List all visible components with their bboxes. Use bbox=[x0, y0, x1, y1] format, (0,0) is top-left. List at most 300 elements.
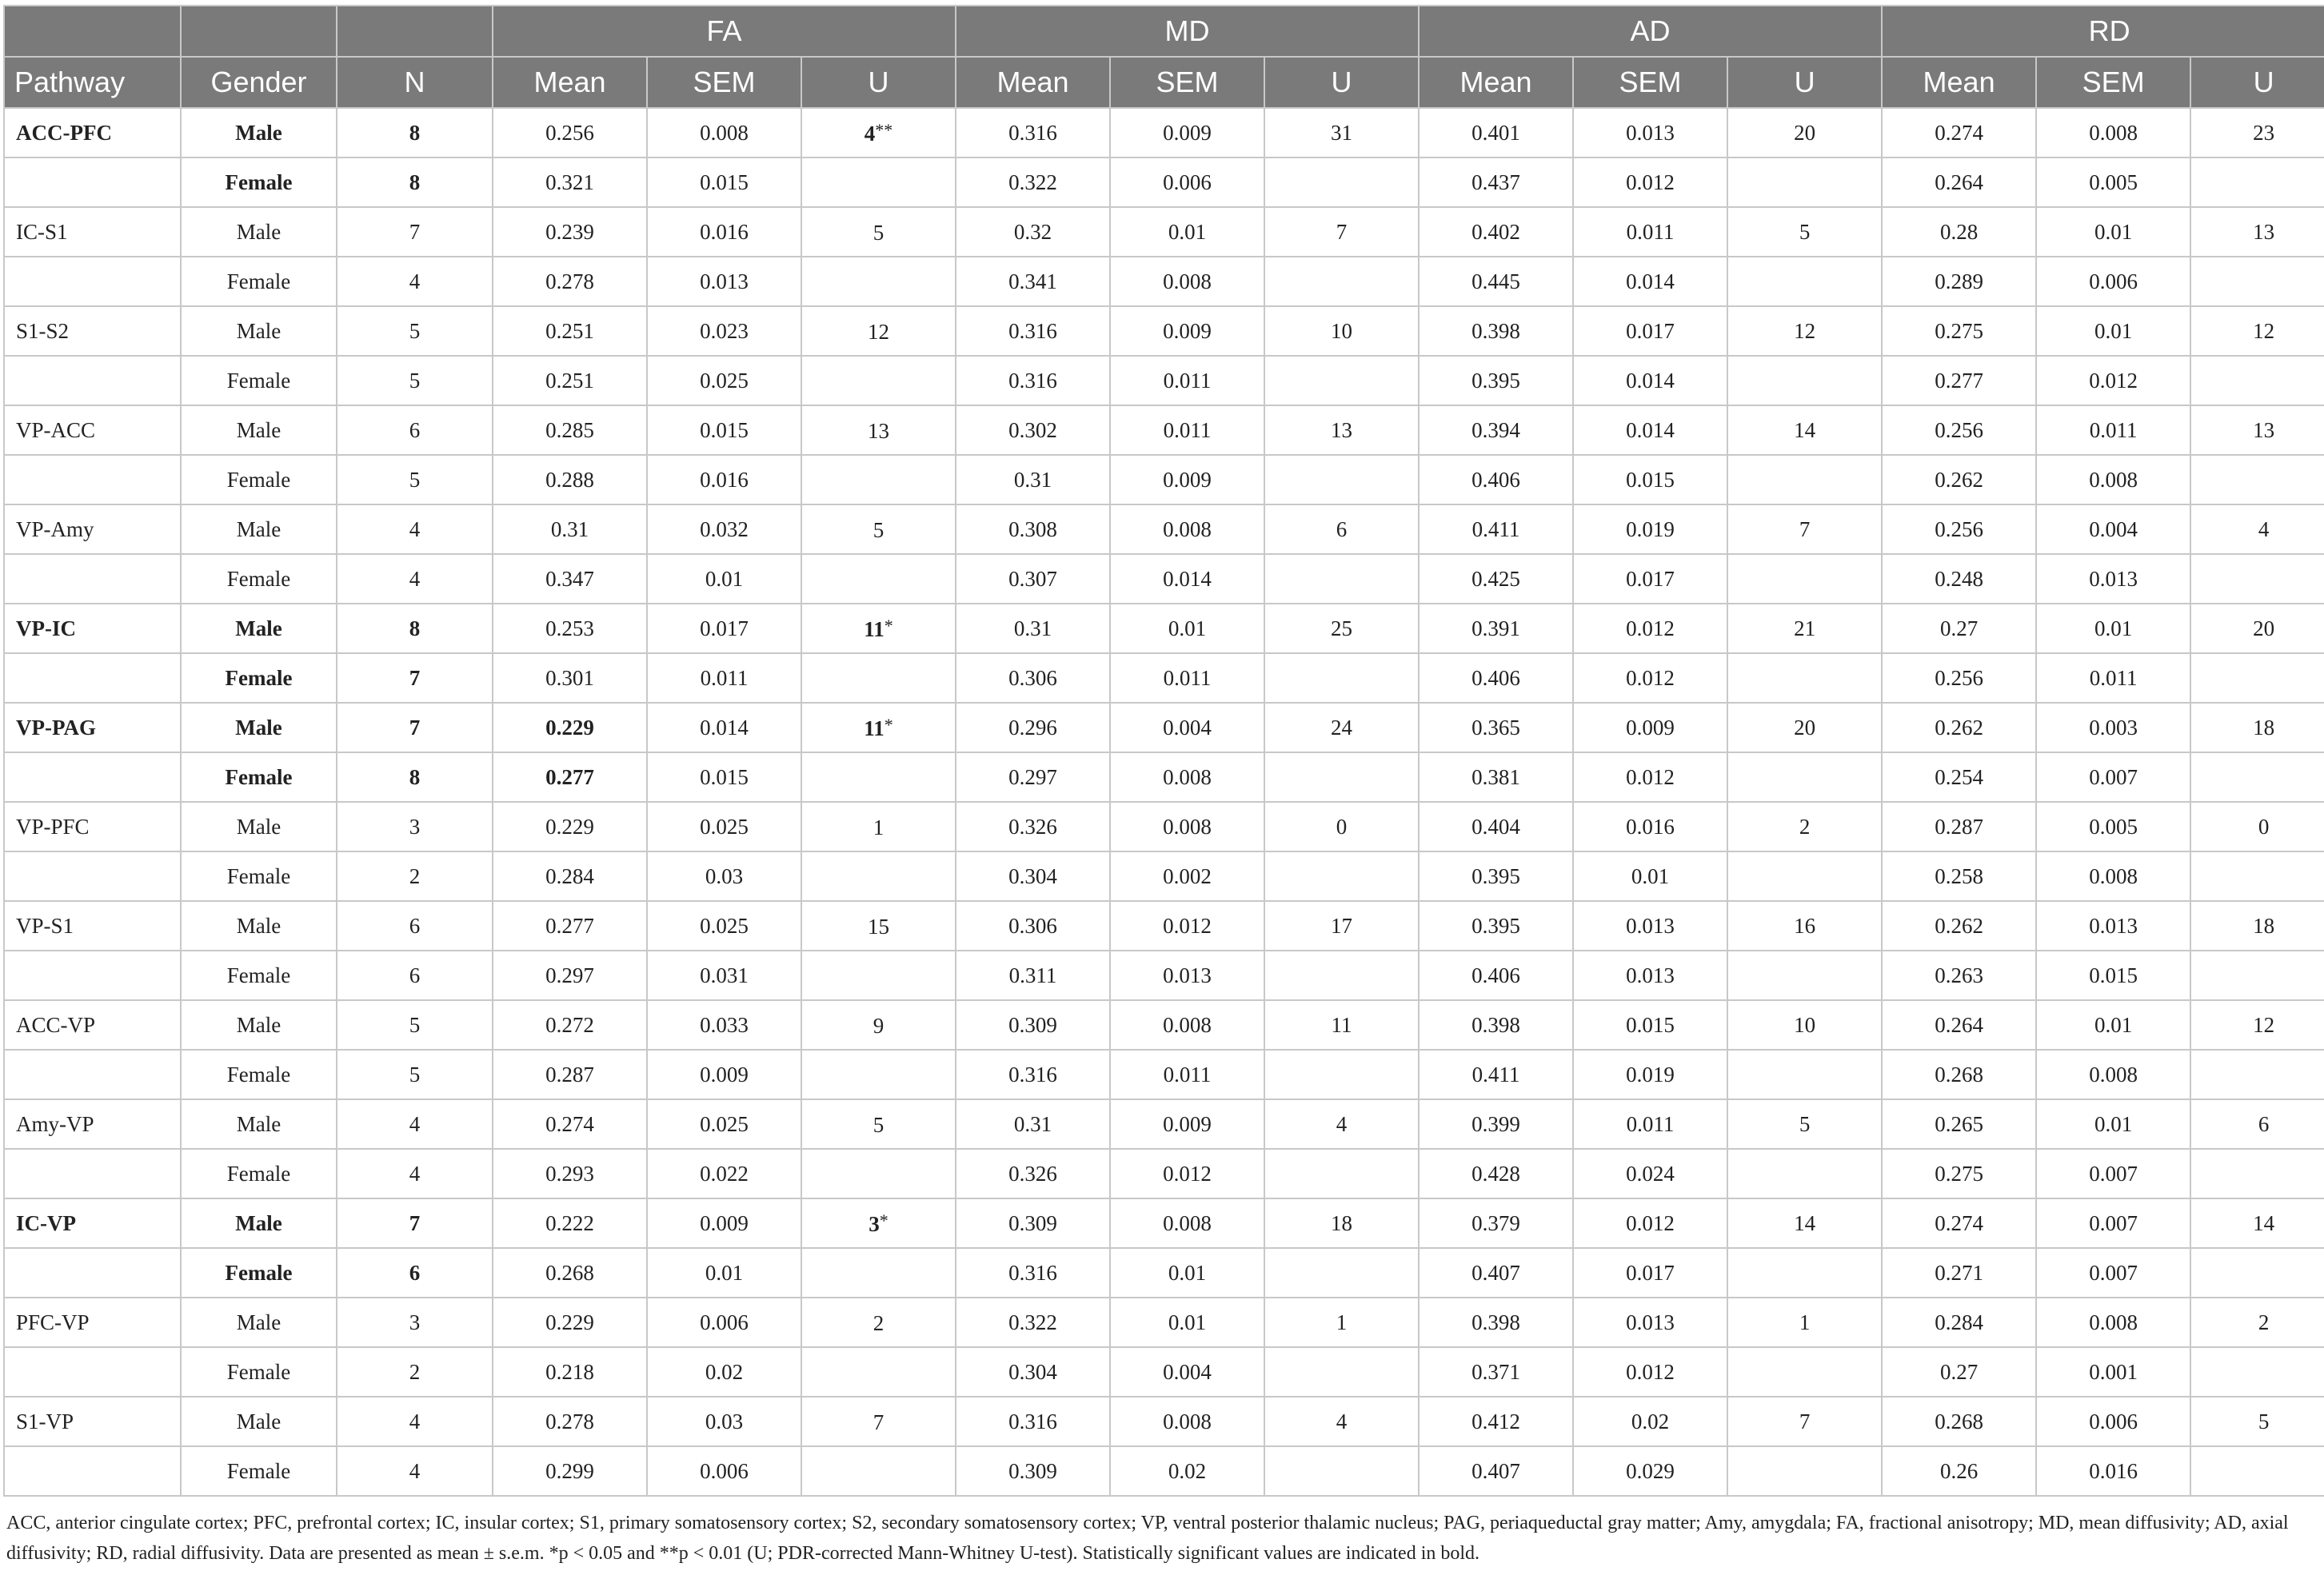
cell-fa-mean: 0.251 bbox=[493, 306, 647, 356]
cell-gender: Male bbox=[181, 901, 337, 951]
cell-fa-mean: 0.277 bbox=[493, 752, 647, 802]
cell-rd-mean: 0.265 bbox=[1882, 1099, 2036, 1149]
cell-ad-sem: 0.013 bbox=[1573, 951, 1727, 1000]
header-empty bbox=[181, 6, 337, 57]
cell-pathway bbox=[4, 951, 181, 1000]
cell-gender: Female bbox=[181, 257, 337, 306]
cell-pathway bbox=[4, 1347, 181, 1397]
cell-md-sem: 0.013 bbox=[1110, 951, 1264, 1000]
cell-rd-u bbox=[2190, 653, 2324, 703]
header-u: U bbox=[1727, 57, 1882, 108]
table-row bbox=[4, 108, 2324, 157]
cell-md-u: 7 bbox=[1264, 207, 1419, 257]
cell-ad-mean: 0.395 bbox=[1419, 901, 1573, 951]
cell-n: 3 bbox=[337, 1298, 493, 1347]
cell-pathway bbox=[4, 1446, 181, 1496]
cell-md-sem: 0.011 bbox=[1110, 356, 1264, 405]
cell-gender: Male bbox=[181, 108, 337, 157]
cell-ad-u: 16 bbox=[1727, 901, 1882, 951]
cell-fa-sem: 0.02 bbox=[647, 1347, 801, 1397]
cell-fa-mean: 0.284 bbox=[493, 851, 647, 901]
cell-pathway: ACC-VP bbox=[4, 1000, 181, 1050]
cell-n: 6 bbox=[337, 951, 493, 1000]
cell-gender: Male bbox=[181, 604, 337, 653]
cell-rd-sem: 0.008 bbox=[2036, 1298, 2190, 1347]
cell-rd-sem: 0.001 bbox=[2036, 1347, 2190, 1397]
cell-rd-mean: 0.254 bbox=[1882, 752, 2036, 802]
cell-rd-u bbox=[2190, 851, 2324, 901]
cell-fa-sem: 0.009 bbox=[647, 1198, 801, 1248]
cell-ad-u bbox=[1727, 1347, 1882, 1397]
header-mean: Mean bbox=[1419, 57, 1573, 108]
cell-ad-u: 20 bbox=[1727, 108, 1882, 157]
table-row bbox=[4, 1397, 2324, 1446]
cell-gender: Female bbox=[181, 951, 337, 1000]
cell-ad-u bbox=[1727, 157, 1882, 207]
table-row bbox=[4, 257, 2324, 306]
cell-md-sem: 0.008 bbox=[1110, 752, 1264, 802]
cell-md-u: 24 bbox=[1264, 703, 1419, 752]
cell-rd-sem: 0.007 bbox=[2036, 1198, 2190, 1248]
header-sem: SEM bbox=[647, 57, 801, 108]
cell-md-u bbox=[1264, 1347, 1419, 1397]
cell-rd-sem: 0.01 bbox=[2036, 306, 2190, 356]
cell-rd-u: 6 bbox=[2190, 1099, 2324, 1149]
cell-md-sem: 0.008 bbox=[1110, 257, 1264, 306]
cell-pathway bbox=[4, 554, 181, 604]
cell-md-mean: 0.316 bbox=[956, 108, 1110, 157]
cell-gender: Female bbox=[181, 455, 337, 504]
cell-md-u: 18 bbox=[1264, 1198, 1419, 1248]
cell-rd-mean: 0.289 bbox=[1882, 257, 2036, 306]
cell-gender: Male bbox=[181, 207, 337, 257]
cell-ad-mean: 0.394 bbox=[1419, 405, 1573, 455]
cell-ad-sem: 0.017 bbox=[1573, 1248, 1727, 1298]
cell-fa-sem: 0.006 bbox=[647, 1298, 801, 1347]
cell-rd-sem: 0.007 bbox=[2036, 752, 2190, 802]
cell-md-sem: 0.012 bbox=[1110, 1149, 1264, 1198]
cell-md-u bbox=[1264, 653, 1419, 703]
cell-rd-mean: 0.275 bbox=[1882, 1149, 2036, 1198]
header-sem: SEM bbox=[2036, 57, 2190, 108]
cell-md-mean: 0.322 bbox=[956, 157, 1110, 207]
cell-fa-mean: 0.272 bbox=[493, 1000, 647, 1050]
table-row bbox=[4, 1149, 2324, 1198]
cell-ad-mean: 0.371 bbox=[1419, 1347, 1573, 1397]
cell-rd-sem: 0.011 bbox=[2036, 653, 2190, 703]
table-row bbox=[4, 752, 2324, 802]
cell-ad-sem: 0.011 bbox=[1573, 207, 1727, 257]
cell-n: 5 bbox=[337, 306, 493, 356]
cell-md-sem: 0.009 bbox=[1110, 306, 1264, 356]
fa-u-value: 5 bbox=[872, 517, 884, 542]
table-row bbox=[4, 554, 2324, 604]
cell-fa-sem: 0.023 bbox=[647, 306, 801, 356]
cell-fa-mean: 0.218 bbox=[493, 1347, 647, 1397]
cell-rd-mean: 0.275 bbox=[1882, 306, 2036, 356]
cell-fa-mean: 0.297 bbox=[493, 951, 647, 1000]
cell-pathway: VP-Amy bbox=[4, 504, 181, 554]
cell-ad-u bbox=[1727, 1248, 1882, 1298]
cell-fa-u bbox=[801, 306, 956, 356]
table-row bbox=[4, 157, 2324, 207]
cell-rd-mean: 0.248 bbox=[1882, 554, 2036, 604]
cell-md-sem: 0.008 bbox=[1110, 802, 1264, 851]
cell-rd-u: 2 bbox=[2190, 1298, 2324, 1347]
cell-ad-mean: 0.391 bbox=[1419, 604, 1573, 653]
cell-md-sem: 0.004 bbox=[1110, 1347, 1264, 1397]
cell-ad-mean: 0.395 bbox=[1419, 851, 1573, 901]
cell-ad-sem: 0.019 bbox=[1573, 1050, 1727, 1099]
cell-md-sem: 0.014 bbox=[1110, 554, 1264, 604]
cell-fa-sem: 0.014 bbox=[647, 703, 801, 752]
cell-ad-sem: 0.014 bbox=[1573, 405, 1727, 455]
cell-fa-sem: 0.025 bbox=[647, 901, 801, 951]
table-row bbox=[4, 306, 2324, 356]
cell-fa-sem: 0.006 bbox=[647, 1446, 801, 1496]
cell-ad-sem: 0.017 bbox=[1573, 306, 1727, 356]
cell-ad-u bbox=[1727, 1149, 1882, 1198]
cell-rd-mean: 0.262 bbox=[1882, 455, 2036, 504]
cell-fa-mean: 0.251 bbox=[493, 356, 647, 405]
cell-fa-sem: 0.025 bbox=[647, 802, 801, 851]
cell-md-mean: 0.306 bbox=[956, 653, 1110, 703]
cell-md-u bbox=[1264, 851, 1419, 901]
cell-md-mean: 0.31 bbox=[956, 455, 1110, 504]
cell-rd-mean: 0.274 bbox=[1882, 108, 2036, 157]
cell-rd-u: 0 bbox=[2190, 802, 2324, 851]
cell-rd-u: 12 bbox=[2190, 306, 2324, 356]
cell-md-sem: 0.011 bbox=[1110, 405, 1264, 455]
cell-fa-sem: 0.013 bbox=[647, 257, 801, 306]
cell-rd-mean: 0.256 bbox=[1882, 504, 2036, 554]
cell-fa-mean: 0.293 bbox=[493, 1149, 647, 1198]
cell-ad-u: 20 bbox=[1727, 703, 1882, 752]
significance-marker: * bbox=[884, 714, 893, 735]
header-mean: Mean bbox=[956, 57, 1110, 108]
cell-ad-mean: 0.411 bbox=[1419, 1050, 1573, 1099]
cell-ad-sem: 0.015 bbox=[1573, 455, 1727, 504]
cell-ad-mean: 0.399 bbox=[1419, 1099, 1573, 1149]
cell-ad-u bbox=[1727, 752, 1882, 802]
cell-n: 5 bbox=[337, 1000, 493, 1050]
cell-md-sem: 0.008 bbox=[1110, 1000, 1264, 1050]
cell-md-u bbox=[1264, 455, 1419, 504]
cell-rd-sem: 0.006 bbox=[2036, 257, 2190, 306]
cell-fa-sem: 0.016 bbox=[647, 207, 801, 257]
cell-fa-u bbox=[801, 207, 956, 257]
fa-u-value: 2 bbox=[872, 1310, 884, 1335]
cell-rd-sem: 0.007 bbox=[2036, 1149, 2190, 1198]
cell-rd-mean: 0.262 bbox=[1882, 703, 2036, 752]
cell-ad-sem: 0.009 bbox=[1573, 703, 1727, 752]
cell-ad-sem: 0.024 bbox=[1573, 1149, 1727, 1198]
cell-md-sem: 0.01 bbox=[1110, 1248, 1264, 1298]
cell-gender: Male bbox=[181, 802, 337, 851]
table-row bbox=[4, 951, 2324, 1000]
cell-pathway: PFC-VP bbox=[4, 1298, 181, 1347]
cell-gender: Female bbox=[181, 1149, 337, 1198]
table-row bbox=[4, 207, 2324, 257]
cell-fa-u bbox=[801, 1000, 956, 1050]
cell-fa-u bbox=[801, 951, 956, 1000]
cell-md-u bbox=[1264, 554, 1419, 604]
cell-rd-sem: 0.013 bbox=[2036, 554, 2190, 604]
cell-fa-mean: 0.278 bbox=[493, 1397, 647, 1446]
table-row bbox=[4, 1298, 2324, 1347]
cell-n: 7 bbox=[337, 703, 493, 752]
cell-ad-u: 14 bbox=[1727, 1198, 1882, 1248]
cell-rd-sem: 0.01 bbox=[2036, 207, 2190, 257]
header-sem: SEM bbox=[1573, 57, 1727, 108]
cell-md-mean: 0.309 bbox=[956, 1198, 1110, 1248]
cell-md-sem: 0.008 bbox=[1110, 1198, 1264, 1248]
cell-rd-mean: 0.284 bbox=[1882, 1298, 2036, 1347]
cell-pathway bbox=[4, 851, 181, 901]
cell-rd-u: 23 bbox=[2190, 108, 2324, 157]
cell-fa-mean: 0.253 bbox=[493, 604, 647, 653]
table-row bbox=[4, 1000, 2324, 1050]
cell-fa-u bbox=[801, 356, 956, 405]
cell-rd-sem: 0.003 bbox=[2036, 703, 2190, 752]
header-group-fa: FA bbox=[493, 6, 956, 57]
cell-fa-sem: 0.03 bbox=[647, 1397, 801, 1446]
cell-fa-mean: 0.288 bbox=[493, 455, 647, 504]
cell-n: 4 bbox=[337, 1149, 493, 1198]
cell-md-u bbox=[1264, 1149, 1419, 1198]
cell-md-mean: 0.309 bbox=[956, 1446, 1110, 1496]
cell-fa-mean: 0.229 bbox=[493, 703, 647, 752]
cell-md-u: 13 bbox=[1264, 405, 1419, 455]
cell-rd-u: 18 bbox=[2190, 703, 2324, 752]
cell-ad-u bbox=[1727, 554, 1882, 604]
cell-fa-mean: 0.229 bbox=[493, 802, 647, 851]
cell-ad-mean: 0.365 bbox=[1419, 703, 1573, 752]
cell-gender: Female bbox=[181, 1248, 337, 1298]
cell-fa-mean: 0.299 bbox=[493, 1446, 647, 1496]
cell-rd-sem: 0.008 bbox=[2036, 455, 2190, 504]
cell-gender: Male bbox=[181, 703, 337, 752]
cell-gender: Female bbox=[181, 1050, 337, 1099]
cell-ad-mean: 0.445 bbox=[1419, 257, 1573, 306]
cell-fa-sem: 0.015 bbox=[647, 405, 801, 455]
cell-n: 6 bbox=[337, 1248, 493, 1298]
header-group-md: MD bbox=[956, 6, 1419, 57]
cell-md-sem: 0.009 bbox=[1110, 455, 1264, 504]
cell-md-mean: 0.308 bbox=[956, 504, 1110, 554]
cell-fa-sem: 0.015 bbox=[647, 157, 801, 207]
significance-marker: ** bbox=[875, 119, 893, 140]
cell-fa-u bbox=[801, 653, 956, 703]
cell-fa-u bbox=[801, 157, 956, 207]
cell-rd-u bbox=[2190, 1050, 2324, 1099]
cell-rd-u bbox=[2190, 455, 2324, 504]
cell-ad-u: 2 bbox=[1727, 802, 1882, 851]
cell-fa-mean: 0.301 bbox=[493, 653, 647, 703]
cell-rd-u: 18 bbox=[2190, 901, 2324, 951]
cell-rd-mean: 0.268 bbox=[1882, 1050, 2036, 1099]
cell-pathway bbox=[4, 257, 181, 306]
cell-rd-mean: 0.263 bbox=[1882, 951, 2036, 1000]
cell-fa-u bbox=[801, 802, 956, 851]
fa-u-value: 5 bbox=[872, 1112, 884, 1137]
cell-rd-sem: 0.01 bbox=[2036, 1000, 2190, 1050]
table-row bbox=[4, 851, 2324, 901]
cell-n: 5 bbox=[337, 356, 493, 405]
cell-ad-sem: 0.02 bbox=[1573, 1397, 1727, 1446]
cell-pathway bbox=[4, 1050, 181, 1099]
cell-rd-mean: 0.256 bbox=[1882, 653, 2036, 703]
cell-ad-u bbox=[1727, 1050, 1882, 1099]
cell-ad-sem: 0.013 bbox=[1573, 108, 1727, 157]
cell-fa-u bbox=[801, 901, 956, 951]
table-row bbox=[4, 1198, 2324, 1248]
cell-gender: Male bbox=[181, 1298, 337, 1347]
fa-u-value: 15 bbox=[868, 914, 890, 939]
cell-fa-u bbox=[801, 703, 956, 752]
header-empty bbox=[337, 6, 493, 57]
table-row bbox=[4, 1347, 2324, 1397]
cell-fa-u bbox=[801, 554, 956, 604]
cell-ad-u bbox=[1727, 951, 1882, 1000]
cell-fa-sem: 0.01 bbox=[647, 1248, 801, 1298]
cell-pathway: Amy-VP bbox=[4, 1099, 181, 1149]
cell-rd-u: 5 bbox=[2190, 1397, 2324, 1446]
cell-md-u: 25 bbox=[1264, 604, 1419, 653]
cell-ad-sem: 0.011 bbox=[1573, 1099, 1727, 1149]
table-container bbox=[0, 5, 2324, 1569]
fa-u-value: 4 bbox=[864, 121, 876, 146]
cell-fa-sem: 0.03 bbox=[647, 851, 801, 901]
cell-md-u: 17 bbox=[1264, 901, 1419, 951]
cell-md-sem: 0.002 bbox=[1110, 851, 1264, 901]
cell-ad-u: 7 bbox=[1727, 1397, 1882, 1446]
cell-fa-sem: 0.016 bbox=[647, 455, 801, 504]
cell-fa-sem: 0.008 bbox=[647, 108, 801, 157]
cell-ad-sem: 0.012 bbox=[1573, 157, 1727, 207]
table-row bbox=[4, 356, 2324, 405]
cell-md-u bbox=[1264, 257, 1419, 306]
header-group-rd: RD bbox=[1882, 6, 2324, 57]
cell-md-mean: 0.316 bbox=[956, 356, 1110, 405]
cell-fa-u bbox=[801, 1149, 956, 1198]
cell-gender: Male bbox=[181, 504, 337, 554]
cell-ad-mean: 0.407 bbox=[1419, 1446, 1573, 1496]
cell-gender: Female bbox=[181, 157, 337, 207]
cell-rd-sem: 0.008 bbox=[2036, 108, 2190, 157]
header-empty bbox=[4, 6, 181, 57]
cell-gender: Male bbox=[181, 1397, 337, 1446]
cell-fa-mean: 0.285 bbox=[493, 405, 647, 455]
table-row bbox=[4, 901, 2324, 951]
cell-md-mean: 0.31 bbox=[956, 604, 1110, 653]
cell-rd-sem: 0.011 bbox=[2036, 405, 2190, 455]
cell-rd-u bbox=[2190, 951, 2324, 1000]
cell-md-u: 1 bbox=[1264, 1298, 1419, 1347]
cell-md-u: 4 bbox=[1264, 1397, 1419, 1446]
cell-md-u bbox=[1264, 1248, 1419, 1298]
cell-md-sem: 0.01 bbox=[1110, 207, 1264, 257]
cell-md-mean: 0.31 bbox=[956, 1099, 1110, 1149]
cell-gender: Female bbox=[181, 554, 337, 604]
cell-rd-sem: 0.008 bbox=[2036, 1050, 2190, 1099]
cell-rd-sem: 0.013 bbox=[2036, 901, 2190, 951]
cell-fa-sem: 0.025 bbox=[647, 356, 801, 405]
header-u: U bbox=[1264, 57, 1419, 108]
cell-rd-sem: 0.005 bbox=[2036, 802, 2190, 851]
cell-fa-u bbox=[801, 257, 956, 306]
cell-rd-u bbox=[2190, 356, 2324, 405]
cell-fa-mean: 0.274 bbox=[493, 1099, 647, 1149]
cell-ad-mean: 0.411 bbox=[1419, 504, 1573, 554]
cell-gender: Female bbox=[181, 851, 337, 901]
cell-ad-u: 7 bbox=[1727, 504, 1882, 554]
cell-md-mean: 0.341 bbox=[956, 257, 1110, 306]
fa-u-value: 11 bbox=[864, 616, 884, 641]
cell-fa-mean: 0.321 bbox=[493, 157, 647, 207]
cell-pathway bbox=[4, 1149, 181, 1198]
cell-ad-sem: 0.017 bbox=[1573, 554, 1727, 604]
cell-md-u bbox=[1264, 752, 1419, 802]
cell-ad-mean: 0.398 bbox=[1419, 1298, 1573, 1347]
table-row bbox=[4, 1446, 2324, 1496]
cell-ad-mean: 0.401 bbox=[1419, 108, 1573, 157]
cell-md-mean: 0.304 bbox=[956, 851, 1110, 901]
cell-fa-mean: 0.222 bbox=[493, 1198, 647, 1248]
cell-rd-mean: 0.264 bbox=[1882, 1000, 2036, 1050]
cell-ad-sem: 0.014 bbox=[1573, 257, 1727, 306]
cell-fa-u bbox=[801, 1248, 956, 1298]
cell-md-mean: 0.306 bbox=[956, 901, 1110, 951]
cell-ad-mean: 0.437 bbox=[1419, 157, 1573, 207]
cell-rd-mean: 0.256 bbox=[1882, 405, 2036, 455]
cell-pathway: VP-PAG bbox=[4, 703, 181, 752]
cell-rd-mean: 0.274 bbox=[1882, 1198, 2036, 1248]
cell-pathway: VP-ACC bbox=[4, 405, 181, 455]
cell-md-mean: 0.316 bbox=[956, 306, 1110, 356]
cell-rd-mean: 0.28 bbox=[1882, 207, 2036, 257]
cell-md-u bbox=[1264, 1446, 1419, 1496]
cell-md-sem: 0.009 bbox=[1110, 1099, 1264, 1149]
cell-ad-sem: 0.029 bbox=[1573, 1446, 1727, 1496]
cell-md-sem: 0.006 bbox=[1110, 157, 1264, 207]
cell-ad-mean: 0.402 bbox=[1419, 207, 1573, 257]
cell-n: 8 bbox=[337, 157, 493, 207]
cell-n: 2 bbox=[337, 1347, 493, 1397]
cell-fa-mean: 0.287 bbox=[493, 1050, 647, 1099]
significance-marker: * bbox=[884, 615, 893, 636]
header-sem: SEM bbox=[1110, 57, 1264, 108]
cell-ad-u: 12 bbox=[1727, 306, 1882, 356]
cell-pathway: S1-VP bbox=[4, 1397, 181, 1446]
table-row bbox=[4, 405, 2324, 455]
cell-n: 7 bbox=[337, 1198, 493, 1248]
cell-rd-mean: 0.26 bbox=[1882, 1446, 2036, 1496]
header-mean: Mean bbox=[1882, 57, 2036, 108]
cell-fa-sem: 0.015 bbox=[647, 752, 801, 802]
cell-pathway bbox=[4, 1248, 181, 1298]
cell-fa-mean: 0.229 bbox=[493, 1298, 647, 1347]
cell-ad-u: 5 bbox=[1727, 1099, 1882, 1149]
cell-ad-mean: 0.406 bbox=[1419, 455, 1573, 504]
cell-rd-sem: 0.01 bbox=[2036, 1099, 2190, 1149]
cell-ad-u bbox=[1727, 653, 1882, 703]
cell-rd-mean: 0.264 bbox=[1882, 157, 2036, 207]
cell-md-mean: 0.304 bbox=[956, 1347, 1110, 1397]
cell-fa-sem: 0.022 bbox=[647, 1149, 801, 1198]
cell-n: 5 bbox=[337, 455, 493, 504]
cell-rd-mean: 0.27 bbox=[1882, 604, 2036, 653]
